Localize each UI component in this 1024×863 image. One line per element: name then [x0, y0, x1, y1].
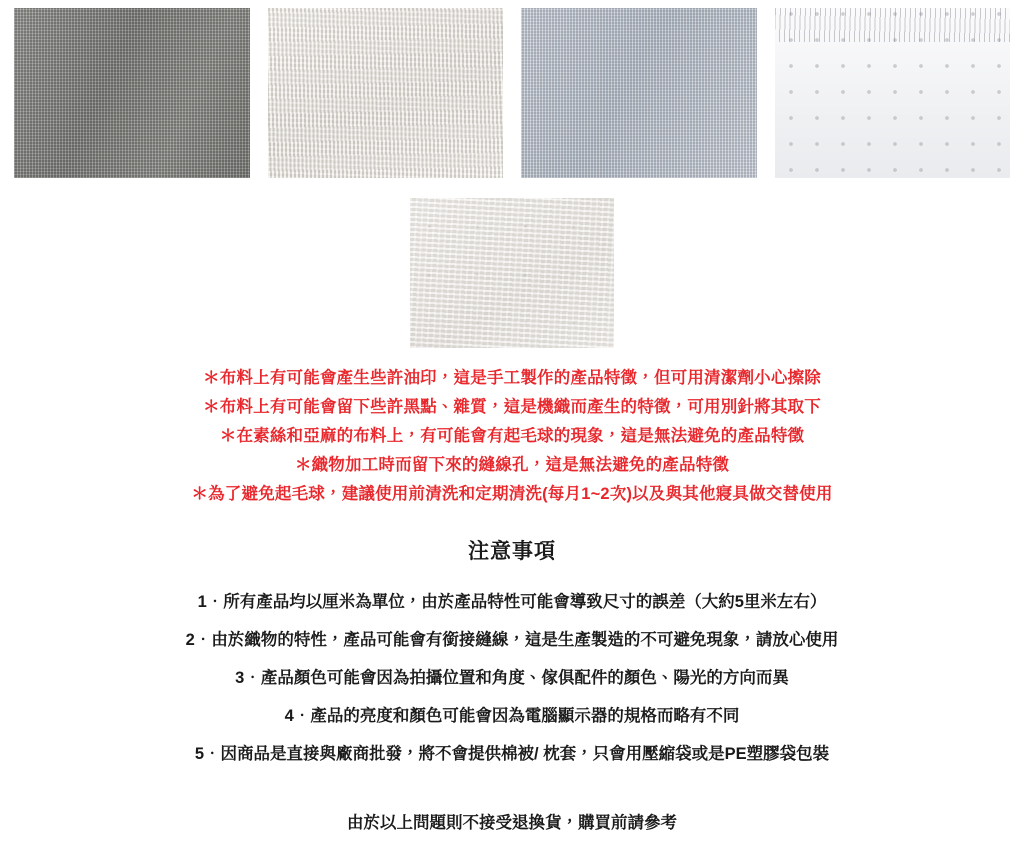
fabric-disclaimer-line-3: ＊在素絲和亞麻的布料上，有可能會有起毛球的現象，這是無法避免的產品特徵 — [219, 427, 805, 445]
fabric-disclaimer-line-4: ＊織物加工時而留下來的縫線孔，這是無法避免的產品特徵 — [294, 456, 730, 474]
list-item: 4．產品的亮度和顏色可能會因為電腦顯示器的規格而略有不同 — [284, 707, 740, 725]
fabric-disclaimer-line-1: ＊布料上有可能會產生些許油印，這是手工製作的產品特徵，但可用清潔劑小心擦除 — [203, 369, 821, 387]
return-policy-note: 由於以上問題則不接受退換貨，購買前請參考 — [347, 814, 677, 832]
fabric-disclaimer-line-2: ＊布料上有可能會留下些許黑點、雜質，這是機織而產生的特徵，可用別針將其取下 — [203, 398, 821, 416]
swatch-cream-cotton — [268, 8, 504, 178]
swatch-dark-grey-linen — [14, 8, 250, 178]
fabric-swatch-center-row — [0, 198, 1024, 348]
list-item: 2．由於織物的特性，產品可能會有銜接縫線，這是生產製造的不可避免現象，請放心使用 — [185, 631, 839, 649]
list-item: 3．產品顏色可能會因為拍攝位置和角度、傢俱配件的顏色、陽光的方向而異 — [235, 669, 789, 687]
page-title: 注意事項 — [468, 540, 556, 563]
swatch-blue-grey-weave — [521, 8, 757, 178]
fabric-disclaimer-line-5: ＊為了避免起毛球，建議使用前清洗和定期清洗(每月1~2次)以及與其他寢具做交替使用 — [191, 485, 833, 503]
list-item: 1．所有產品均以厘米為單位，由於產品特性可能會導致尺寸的誤差（大約5里米左右） — [197, 593, 827, 611]
notice-list — [0, 583, 1024, 773]
swatch-off-white-texture — [410, 198, 614, 348]
swatch-white-dotted — [775, 8, 1011, 178]
list-item: 5．因商品是直接與廠商批發，將不會提供棉被/ 枕套，只會用壓縮袋或是PE塑膠袋包裝 — [194, 745, 830, 763]
fabric-disclaimer-block — [0, 364, 1024, 509]
fabric-swatch-strip — [0, 0, 1024, 186]
